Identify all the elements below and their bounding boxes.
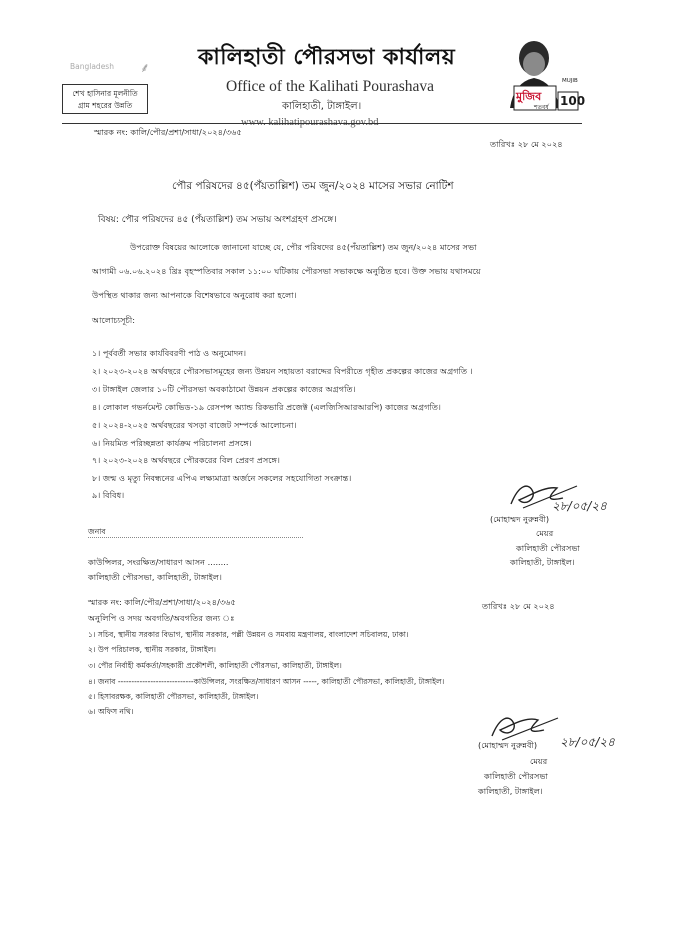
mayor-location: কালিহাতী, টাঙ্গাইল। xyxy=(478,786,543,796)
logo-text-bn: মুজিব xyxy=(516,90,542,103)
copy-date: তারিখঃ ২৮ মে ২০২৪ xyxy=(482,601,555,611)
memo-number: স্মারক নং: কালি/পৌর/প্রশা/সাধা/২০২৪/৩৬৫ xyxy=(94,127,242,137)
signature-date: ২৮/০৫/২৪ xyxy=(560,735,615,749)
body-line-2: আগামী ০৬.০৬.২০২৪ খ্রিঃ বৃহস্পতিবার সকাল ১১:০০ ঘটিকায় পৌরসভা সভাকক্ষে অনুষ্ঠিত হবে। উক্ত সভায় যথাসময়ে xyxy=(92,266,481,276)
subject-line: বিষয়: পৌর পরিষদের ৪৫ (পঁয়তাল্লিশ) তম সভায় অংশগ্রহণ প্রসঙ্গে। xyxy=(98,215,337,225)
signature-mark xyxy=(488,708,568,744)
office-title-bn: কালিহাতী পৌরসভা কার্যালয় xyxy=(198,45,456,70)
office-address: কালিহাতী, টাঙ্গাইল। xyxy=(282,101,362,112)
copy-item: ৬। অফিস নথি। xyxy=(88,707,134,716)
agenda-item: ৭। ২০২৩-২০২৪ অর্থবছরে পৌরকরের বিল প্রেরণ প্রসঙ্গে। xyxy=(92,455,280,465)
copy-item: ৩। পৌর নির্বাহী কর্মকর্তা/সহকারী প্রকৌশলী, কালিহাতী পৌরসভা, কালিহাতী, টাঙ্গাইল। xyxy=(88,661,342,670)
office-website: www. kalihatipourashava.gov.bd xyxy=(241,117,379,128)
country-label: Bangladesh xyxy=(70,62,114,71)
copy-item: ৫। হিসাবরক্ষক, কালিহাতী পৌরসভা, কালিহাতী, টাঙ্গাইল। xyxy=(88,692,259,701)
body-line-3: উপস্থিত থাকার জন্য আপনাকে বিশেষভাবে অনুরোধ করা হলো। xyxy=(92,290,297,300)
office-title-en: Office of the Kalihati Pourashava xyxy=(226,78,435,95)
notice-title: পৌর পরিষদের ৪৫(পঁয়তাল্লিশ) তম জুন/২০২৪ মাসের সভার নোটিশ xyxy=(172,180,454,192)
agenda-item: ৫। ২০২৪-২০২৫ অর্থবছরের খসড়া বাজেট সম্পর্কে আলোচনা। xyxy=(92,420,297,430)
recipient-line-1: কাউন্সিলর, সংরক্ষিত/সাধারণ আসন ........ xyxy=(88,557,229,567)
slogan-line-2: গ্রাম শহরের উন্নতি xyxy=(77,101,133,110)
signature-date: ২৮/০৫/২৪ xyxy=(552,499,607,513)
emblem-mark: ⸙ xyxy=(140,61,150,76)
logo-text-top: MUJIB xyxy=(562,78,578,84)
copy-memo-number: স্মারক নং: কালি/পৌর/প্রশা/সাধা/২০২৪/৩৬৫ xyxy=(88,597,236,607)
mayor-name: (মোহাম্মদ নুরুন্নবী) xyxy=(478,740,538,750)
memo-date: তারিখঃ ২৮ মে ২০২৪ xyxy=(490,139,563,149)
header-divider xyxy=(62,123,582,124)
agenda-heading: আলোচ্যসূচী: xyxy=(92,315,136,325)
slogan-line-1: শেখ হাসিনার মূলনীতি xyxy=(72,89,138,98)
mayor-office: কালিহাতী পৌরসভা xyxy=(516,543,580,553)
agenda-item: ৪। লোকাল গভর্নমেন্ট কোভিড-১৯ রেসপন্স অ্যান্ড রিকভারি প্রজেক্ট (এলজিসিআরআরপি) কাজের অগ্রগতি। xyxy=(92,402,441,412)
copy-item: ৪। জনাব ----------------------------কাউন্সিলর, সংরক্ষিত/সাধারণ আসন -----, কালিহাতী পৌরসভা, কালিহাতী, টাঙ্গাইল। xyxy=(88,677,445,686)
agenda-item: ৮। জন্ম ও মৃত্যু নিবন্ধনের এপিএ লক্ষ্যমাত্রা অর্জনে সকলের সহযোগিতা সংক্রান্ত। xyxy=(92,473,352,483)
copy-item: ১। সচিব, স্থানীয় সরকার বিভাগ, স্থানীয় সরকার, পল্লী উন্নয়ন ও সমবায় মন্ত্রণালয়, বাংলাদেশ সচিবালয়, ঢাকা। xyxy=(88,630,409,639)
agenda-item: ৯। বিবিধ। xyxy=(92,490,125,500)
mayor-name: (মোহাম্মদ নুরুন্নবী) xyxy=(490,514,550,524)
agenda-item: ১। পূর্ববর্তী সভার কার্যবিবরণী পাঠ ও অনুমোদন। xyxy=(92,348,247,358)
mayor-office: কালিহাতী পৌরসভা xyxy=(484,771,548,781)
mayor-title: মেয়র xyxy=(530,756,548,766)
logo-text-sub: শতবর্ষ xyxy=(534,104,549,111)
recipient-label: জনাব xyxy=(88,527,106,536)
copy-intro: অনুলিপি ও সদয় অবগতি/অবগতির জন্য ঃ xyxy=(88,613,235,623)
agenda-item: ২। ২০২৩-২০২৪ অর্থবছরে পৌরসভাসমূহের জন্য উন্নয়ন সহায়তা বরাদ্দের বিপরীতে গৃহীত প্রকল্পের কাজের অগ্রগতি । xyxy=(92,366,473,376)
mujib-100-logo xyxy=(500,38,584,114)
slogan-box xyxy=(62,84,148,114)
body-line-1: উপরোক্ত বিষয়ের আলোকে জানানো যাচ্ছে যে, পৌর পরিষদের ৪৫(পঁয়তাল্লিশ) তম জুন/২০২৪ মাসের সভা xyxy=(130,242,477,252)
mayor-location: কালিহাতী, টাঙ্গাইল। xyxy=(510,557,575,567)
logo-text-num: 100 xyxy=(560,94,586,108)
copy-item: ২। উপ পরিচালক, স্থানীয় সরকার, টাঙ্গাইল। xyxy=(88,645,216,654)
recipient-name-line xyxy=(88,537,303,538)
mayor-title: মেয়র xyxy=(536,528,554,538)
agenda-item: ৬। নিয়মিত পরিচ্ছন্নতা কার্যক্রম পরিচালনা প্রসঙ্গে। xyxy=(92,438,252,448)
recipient-line-2: কালিহাতী পৌরসভা, কালিহাতী, টাঙ্গাইল। xyxy=(88,572,222,582)
agenda-item: ৩। টাঙ্গাইল জেলার ১০টি পৌরসভা অবকাঠামো উন্নয়ন প্রকল্পের কাজের অগ্রগতি। xyxy=(92,384,356,394)
